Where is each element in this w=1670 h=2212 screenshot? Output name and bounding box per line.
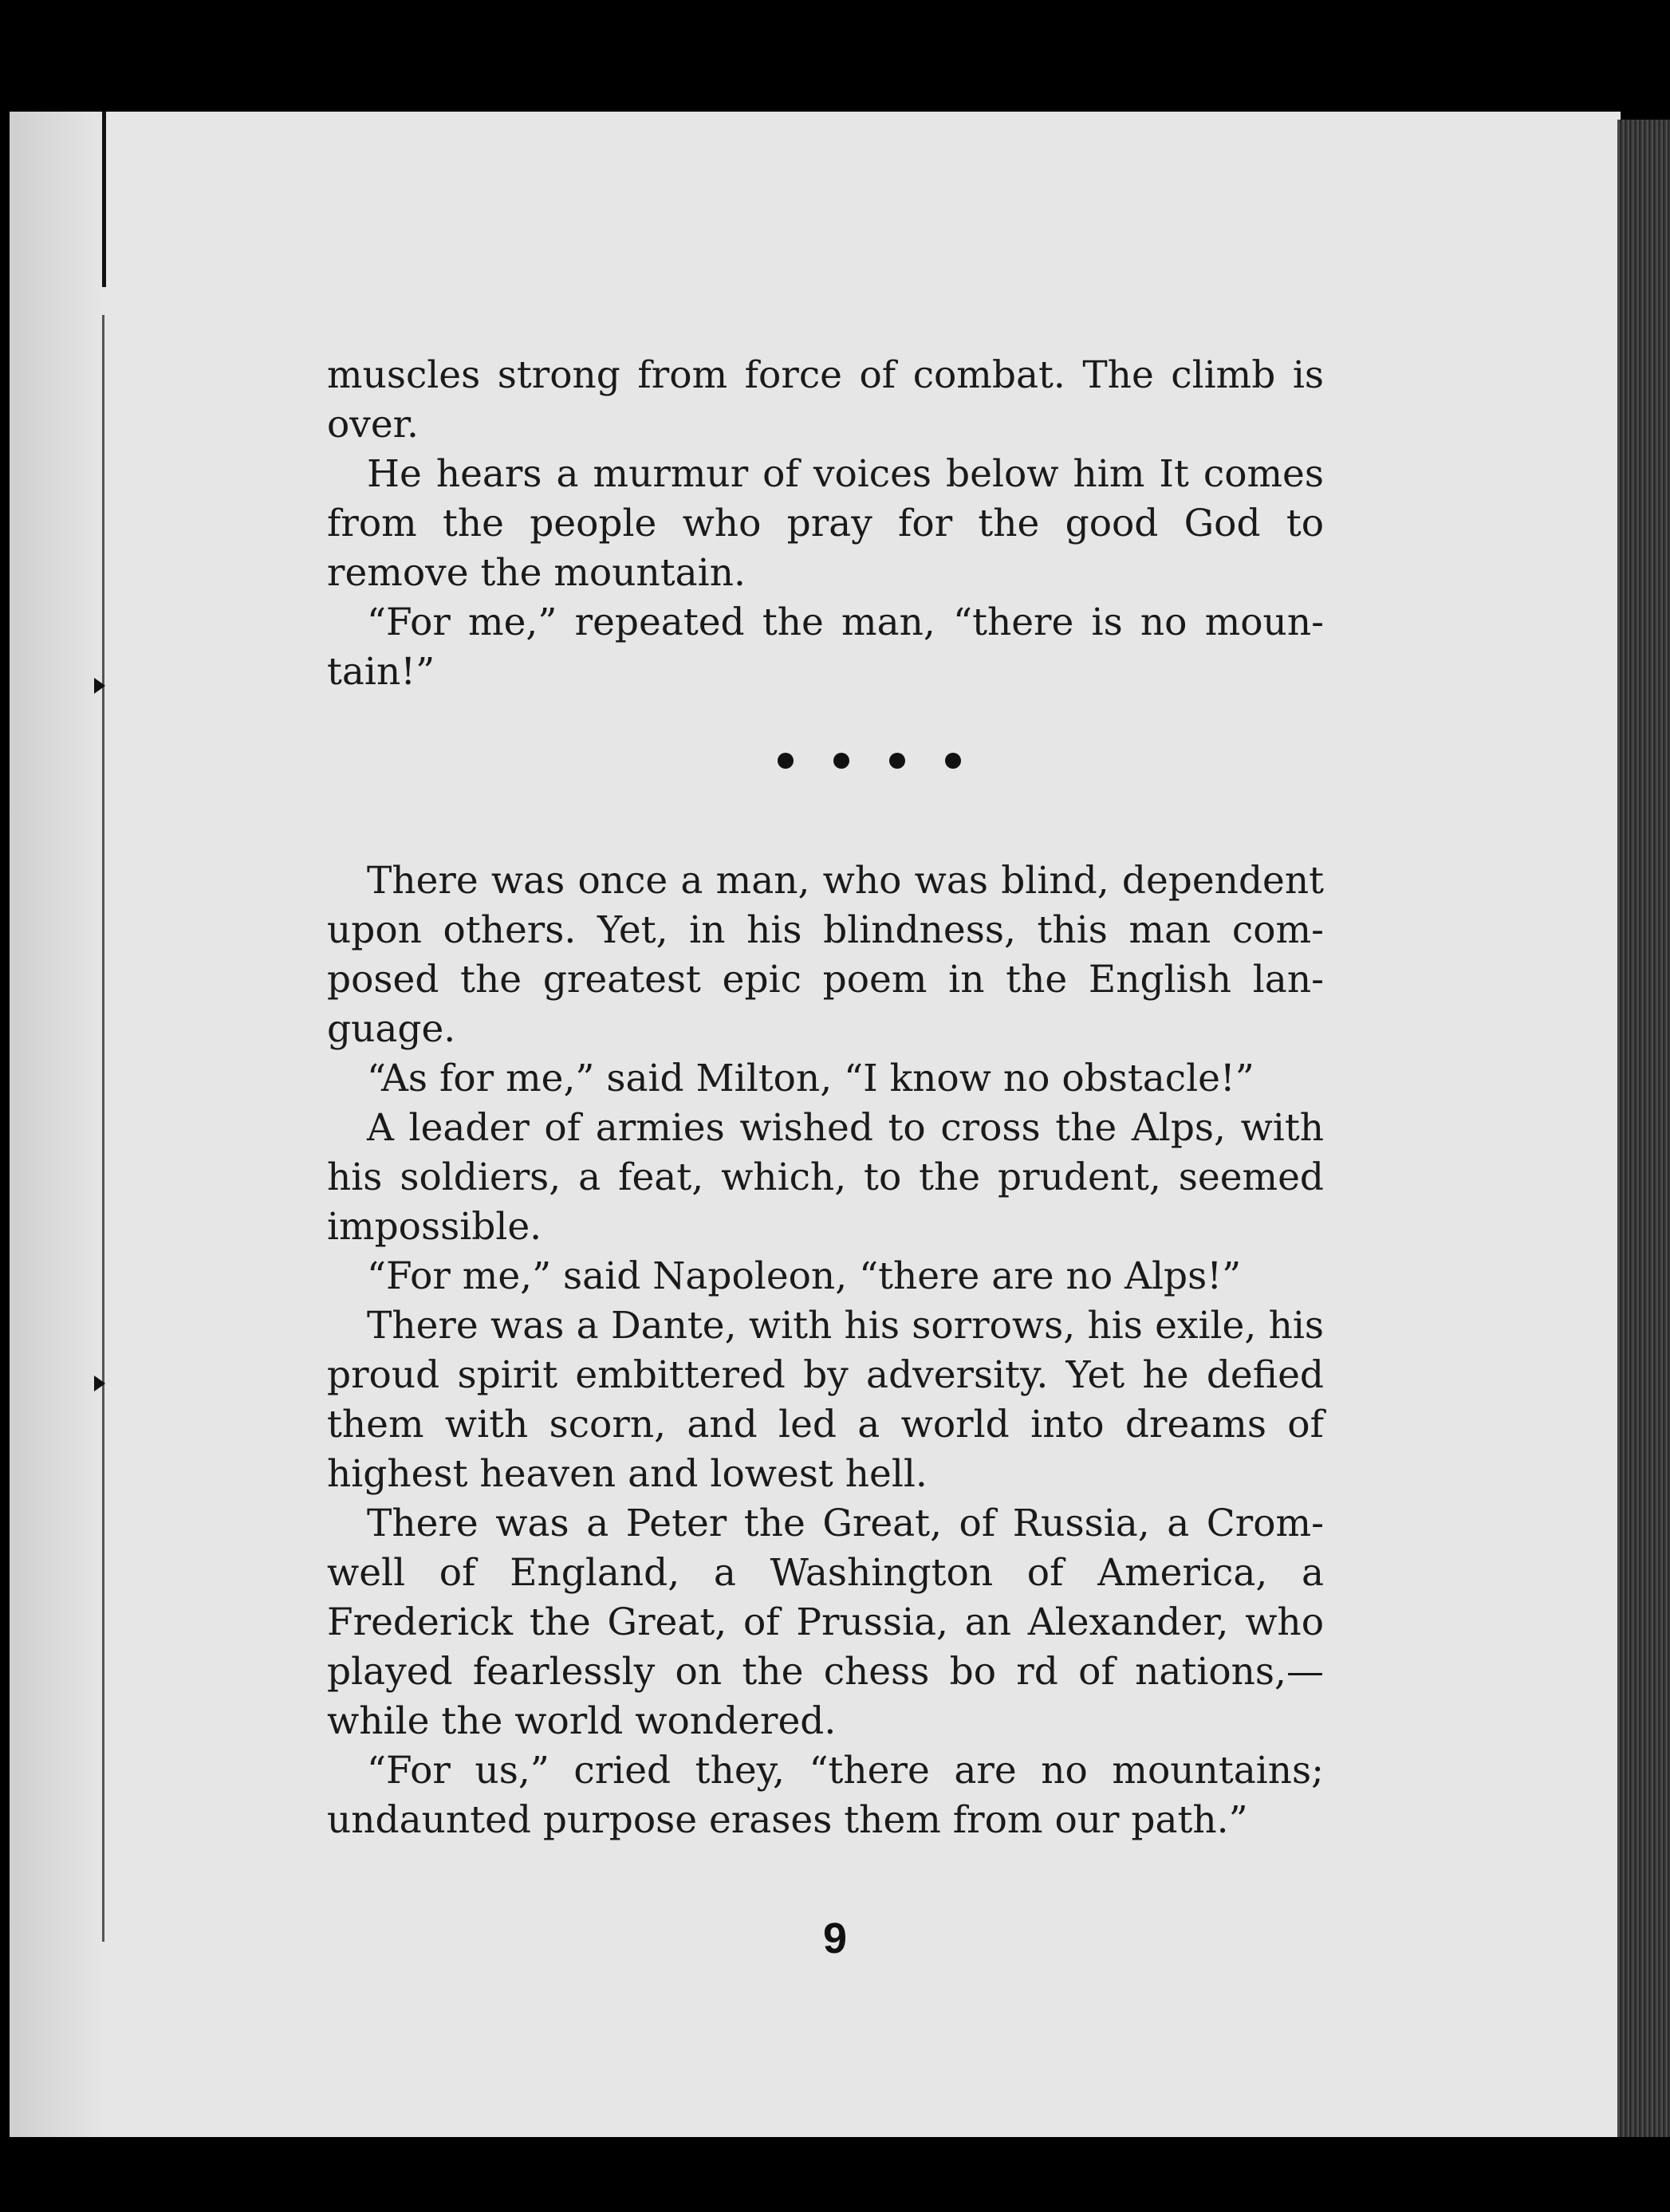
bullet-dot-icon bbox=[889, 753, 905, 769]
paragraph: He hears a murmur of voices below him It comes from the people who pray for the good God to remove the mountain. bbox=[327, 452, 1324, 595]
binding-line-lower bbox=[102, 315, 104, 1942]
paragraph: There was a Dante, with his sorrows, his exile, his proud spirit embittered by adversity. Yet he defied them with scorn, and led a world into dreams of highest heaven and lowest hell. bbox=[327, 1304, 1324, 1496]
paragraph: There was a Peter the Great, of Russia, a Cromwell of England, a Washington of America, a Frederick the Great, of Prussia, an Alexander, who played fearlessly on the chess bo rd of nations,—while the world wondered. bbox=[327, 1502, 1324, 1743]
page-gutter-shadow bbox=[10, 112, 105, 2137]
paragraph: “For us,” cried they, “there are no mountains; undaunted purpose erases them from our path.” bbox=[327, 1749, 1324, 1842]
bullet-dot-icon bbox=[778, 753, 794, 769]
page-text bbox=[327, 351, 1324, 1845]
paragraph: A leader of armies wished to cross the Alps, with his soldiers, a feat, which, to the prudent, seemed impossible. bbox=[327, 1106, 1324, 1249]
paragraph: muscles strong from force of combat. The climb is over. bbox=[327, 353, 1324, 447]
paragraph: “For me,” said Napoleon, “there are no Alps!” bbox=[367, 1254, 1242, 1298]
paragraph: “For me,” repeated the man, “there is no mountain!” bbox=[327, 600, 1324, 694]
section-break-ornament bbox=[327, 753, 1324, 769]
page-number bbox=[0, 1914, 1670, 1963]
binding-line bbox=[102, 112, 106, 287]
paragraph: There was once a man, who was blind, dependent upon others. Yet, in his blindness, this man composed the greatest epic poem in the English language. bbox=[327, 859, 1324, 1051]
bullet-dot-icon bbox=[833, 753, 849, 769]
page-edge-stack bbox=[1617, 120, 1670, 2137]
margin-tick-icon bbox=[94, 1376, 105, 1391]
bullet-dot-icon bbox=[945, 753, 961, 769]
margin-tick-icon bbox=[94, 678, 105, 694]
page-number-text: 9 bbox=[822, 1915, 848, 1962]
paragraph: “As for me,” said Milton, “I know no obstacle!” bbox=[367, 1057, 1254, 1100]
